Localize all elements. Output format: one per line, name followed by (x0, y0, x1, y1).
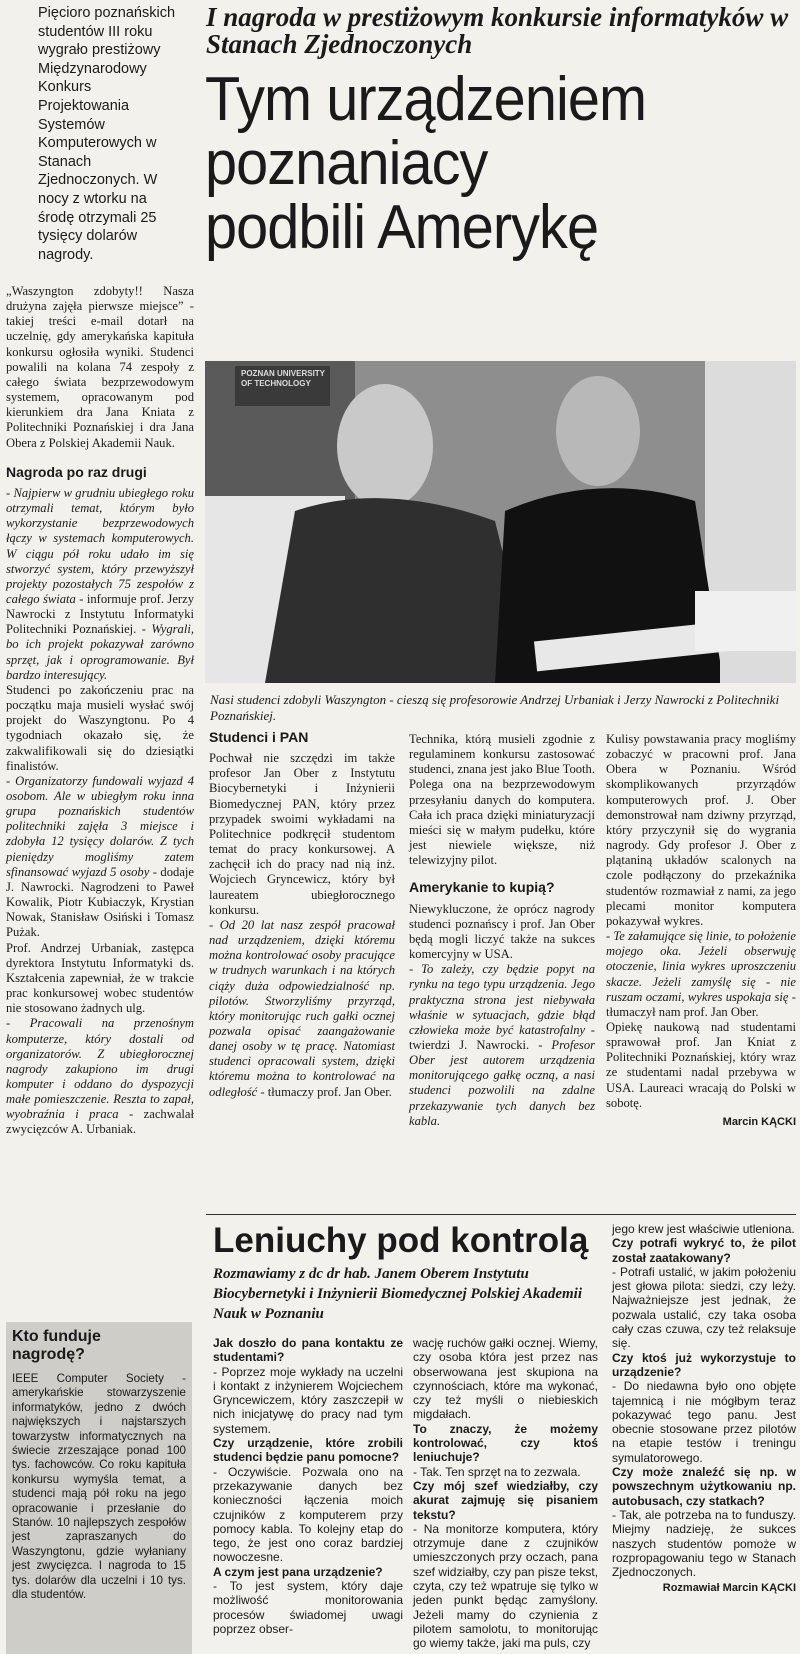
box-title: Kto funduje nagrodę? (12, 1328, 101, 1363)
interview-column-c (612, 1222, 796, 1596)
col2-paragraph-1: Pochwał nie szczędzi im także profesor Jan Ober z Instytutu Biocybernetyki i Inżynierii Biomedycznej PAN, który przez przypadek swoimi wykładami na Politechnice podkręcił studentom temat do pracy konkursowej. A zachęcił ich do pracy nad nią inż. Wojciech Gryncewicz, który był laureatem ubiegłorocznego konkursu. (209, 751, 395, 917)
col3-paragraph-2: Niewykluczone, że oprócz nagrody studenci poznańscy i prof. Jan Ober będą mogli liczyć także na sukces komercyjny w USA. (409, 901, 595, 962)
headline-line-2: poznaniacy (205, 129, 488, 198)
interview-column-b (413, 1336, 598, 1651)
column-4 (606, 732, 796, 1130)
col2-paragraph-2: - Od 20 lat nasz zespół pracował nad urządzeniem, dzięki któremu można kontrolować osoby pracujące w trudnych warunkach i na których ciąży duża odpowiedzialność np. pilotów. Stworzyliśmy przyrząd, który monitorując ruch gałki ocznej pozwala opisać zaangażowanie danej osoby w tę pracę. Natomiast studenci opracowali system, dzięki któremu można to kontrolować na odległość - tłumaczy prof. Jan Ober. (209, 917, 395, 1099)
section-heading-studenci: Studenci i PAN (209, 729, 309, 745)
col3-paragraph-1: Technika, którą musieli zgodnie z regulaminem konkursu zastosować studenci, znana jest jako Blue Tooth. Polega ona na bezprzewodowym przesyłaniu danych do komputera. Cała ich praca dzięki miniaturyzacji mieści się w małym pudełku, które jest niewiele większe, niż telewizyjny pilot. (409, 732, 595, 868)
sidebar-box (6, 1322, 192, 1654)
col1-paragraph-5: - Pracowali na przenośnym komputerze, który dostali od organizatorów. Z ubiegłorocznej nagrody zakupiono im drugi komputer i oddano do dyspozycji małe pomieszczenie. Reszta to zapał, wyobraźnia i praca - zachwalał zwycięzców A. Urbaniak. (6, 1016, 194, 1137)
col1-paragraph-3: - Organizatorzy fundowali wyjazd 4 osobom. Ale w ubiegłym roku inna grupa poznańskich studentów politechniki zajęła 3 miejsce i zdobyła 12 tysięcy dolarów. Z tych pieniędzy mogliśmy zatem sfinansować wyjazd 5 osoby - dodaje J. Nawrocki. Nagrodzeni to Paweł Kowalik, Piotr Kubiaczyk, Krystian Nowak, Stanisław Osiński i Tomasz Pużak. (6, 773, 194, 940)
col4-paragraph-2: - Te załamujące się linie, to położenie mojego oka. Jeżeli obserwuję otoczenie, linia wykres uproszczeniu skacze. Jeżeli zamyślę się - nie ruszam oczami, wykres uspokaja się - tłumaczył nam prof. Jan Ober. (606, 929, 797, 1019)
interview-divider (206, 1214, 796, 1215)
qa-item-4: wację ruchów gałki ocznej. Wiemy, czy osoba która jest przez nas obserwowana jest skupiona na czynnościach, które ma wykonać, czy też myśli o niebieskich migdałach. (413, 1336, 598, 1422)
col1-paragraph-2: Studenci po zakończeniu prac na początku maja musieli wysłać swój projekt do Waszyngtonu. Po 4 tygodniach okazało się, że zakwalifikowali się do dziesiątki finalistów. (6, 682, 194, 773)
kicker (206, 4, 796, 58)
kicker-text: I nagroda w prestiżowym konkursie informatyków w Stanach Zjednoczonych (206, 2, 789, 59)
headline-line-3: podbili Amerykę (205, 193, 599, 262)
col3-paragraph-3: - To zależy, czy będzie popyt na rynku na tego typu urządzenia. Jego praktyczna strona jest niebywała właśnie w sytuacjach, gdzie błąd człowieka może być katastrofalny - twierdzi J. Nawrocki. - Profesor Ober jest autorem urządzenia monitorującego gałkę oczną, a nasi studenci pozwolili na zdalne przekazywanie tych danych bez kabla. (409, 962, 596, 1128)
photo-caption: Nasi studenci zdobyli Waszyngton - cieszą się profesorowie Andrzej Urbaniak i Jerzy Nawrocki z Politechniki Poznańskiej. (210, 692, 780, 723)
qa-item-7: jego krew jest właściwie utleniona. (612, 1222, 795, 1236)
column-2 (209, 730, 395, 1100)
lead-text: Pięcioro poznańskich studentów III roku wygrało prestiżowy Międzynarodowy Konkurs Projektowania Systemów Komputerowych w Stanach Zjednoczonych. W nocy z wtorku na środę otrzymali 25 tysięcy dolarów nagrody. (38, 5, 176, 263)
lead-paragraph (38, 4, 183, 264)
box-text: IEEE Computer Society - amerykańskie stowarzyszenie informatyków, jedno z dwóch największych i najstarszych towarzystw informatycznych na świecie zrzeszające ponad 100 tys. fachowców. Co roku kapituła konkursu wymyśla temat, a studenci mają pół roku na jego opracowanie i przesłanie do Stanów. 10 najlepszych zespołów jest zapraszanych do Waszyngtonu, gdzie wyłaniany jest zwycięzca. I nagroda to 15 tys. dolarów dla uczelni i 10 tys. dla studentów. (12, 1372, 186, 1602)
byline: Marcin KĄCKI (722, 1115, 796, 1128)
interview-column-a (213, 1336, 403, 1636)
qa-item-10: Czy może znaleźć się np. w powszechnym użytkowaniu np. autobusach, czy statkach? - Tak, ale potrzeba na to funduszy. Miejmy nadzieję, że sukces naszych studentów pomoże w rozpropagowaniu tego w Stanach Zjednoczonych. (612, 1465, 796, 1580)
qa-item-6: Czy mój szef wiedziałby, czy akurat zajmuję się pisaniem tekstu? - Na monitorze komputera, który otrzymuje dane z czujników umieszczonych przy oczach, pana szef widziałby, czy pan pisze tekst, czyta, czy też wpatruje się tylko w jeden punkt będąc zamyślony. Jeżeli mamy do czynienia z pilotem samolotu, to monitorując go wiemy także, jaki ma puls, czy (413, 1478, 598, 1651)
photo (205, 361, 796, 683)
interview-byline: Rozmawiał Marcin KĄCKI (662, 1582, 796, 1595)
col4-paragraph-3: Opiekę naukową nad studentami sprawował prof. Jan Kniat z Politechniki Poznańskiej, który wraz ze studentami nadal przebywa w USA. Laureaci wracają do Polski w sobotę. (606, 1019, 796, 1110)
qa-item-1: Jak doszło do pana kontaktu ze studentami? - Poprzez moje wykłady na uczelni i kontakt z inżynierem Wojciechem Gryncewiczem, który zaszczepił w nich inicjatywę do pracy nad tym systemem. (213, 1336, 403, 1436)
column-1 (6, 284, 194, 1138)
col1-paragraph-4: Prof. Andrzej Urbaniak, zastępca dyrektora Instytutu Informatyki ds. Kształcenia zapewniał, że w trakcie prac konkursowej wobec studentów nie stosowano żadnych ulg. (6, 940, 194, 1016)
section-heading-nagroda: Nagroda po raz drugi (6, 463, 147, 480)
headline (205, 65, 800, 262)
headline-line-1: Tym urządzeniem (205, 65, 647, 134)
qa-item-9: Czy ktoś już wykorzystuje to urządzenie? - Do niedawna było ono objęte tajemnicą i nie mógłbym teraz pokazywać tego panu. Jest obecnie stosowane przez pilotów na etapie testów i treningu symulatorowego. (612, 1350, 796, 1465)
interview-title: Leniuchy pod kontrolą (213, 1221, 589, 1260)
qa-item-2: Czy urządzenie, które zrobili studenci będzie panu pomocne? - Oczywiście. Pozwala ono na przekazywanie danych bez konieczności łączenia moich czujników z komputerem przy pomocy kabla. To kolejny etap do tego, że jest ono coraz bardziej nowoczesne. (213, 1436, 403, 1565)
qa-item-8: Czy potrafi wykryć to, że pilot został zaatakowany? - Potrafi ustalić, w jakim położeniu jest głowa pilota: siedzi, czy leży. Najważniejsze jest jednak, że pozwala ustalić, czy taka osoba cały czas czuwa, czy też relaksuje się. (612, 1236, 796, 1351)
qa-item-3: A czym jest pana urządzenie? - To jest system, który daje możliwość monitorowania procesów świadomej uwagi poprzez obser- (213, 1564, 403, 1636)
col4-paragraph-1: Kulisy powstawania pracy mogliśmy zobaczyć w pracowni prof. Jana Obera w Poznaniu. Wśród skomplikowanych przyrządów komputerowych prof. J. Ober demonstrował nam dziwny przyrząd, który przyczynił się do wygrania nagrody. Gdy profesor J. Ober z plątaniną układów scalonych na czole podłączony do przekaźnika studentów rozmawiał z nami, za jego plecami monitor komputera pokazywał wykres. (606, 732, 796, 928)
column-3 (409, 732, 595, 1129)
section-heading-amerykanie: Amerykanie to kupią? (409, 879, 555, 896)
col1-paragraph-1: - Najpierw w grudniu ubiegłego roku otrzymali temat, którym było wykorzystanie bezprzewodowych łączy w systemach komputerowych. W ciągu pół roku udało im się stworzyć system, który przewyższył projekty pozostałych 75 zespołów z całego świata - informuje prof. Jerzy Nawrocki z Instytutu Informatyki Politechniki Poznańskiej. - Wygrali, bo ich projekt pokazywał zarówno sprzęt, jak i oprogramowanie. Był bardzo interesujący. (6, 485, 194, 682)
interview-subtitle: Rozmawiamy z dc dr hab. Janem Oberem Instytutu Biocybernetyki i Inżynierii Biomedycznej Polskiej Akademii Nauk w Poznaniu (213, 1266, 582, 1322)
intro-paragraph: „Waszyngton zdobyty!! Nasza drużyna zajęła pierwsze miejsce” - takiej treści e-mail dotarł na uczelnię, gdy amerykańska kapituła konkursu ogłosiła wyniki. Studenci powalili na kolana 74 zespoły z całego świata bezprzewodowym systemem, opracowanym pod kierunkiem dra Jana Kniata z Politechniki Poznańskiej i dra Jana Obera z Polskiej Akademii Nauk. (6, 284, 194, 450)
photo-sign: POZNAN UNIVERSITY OF TECHNOLOGY (241, 369, 325, 388)
qa-item-5: To znaczy, że możemy kontrolować, czy ktoś leniuchuje? - Tak. Ten sprzęt na to zezwala. (413, 1421, 598, 1479)
photo-illustration (205, 361, 796, 683)
